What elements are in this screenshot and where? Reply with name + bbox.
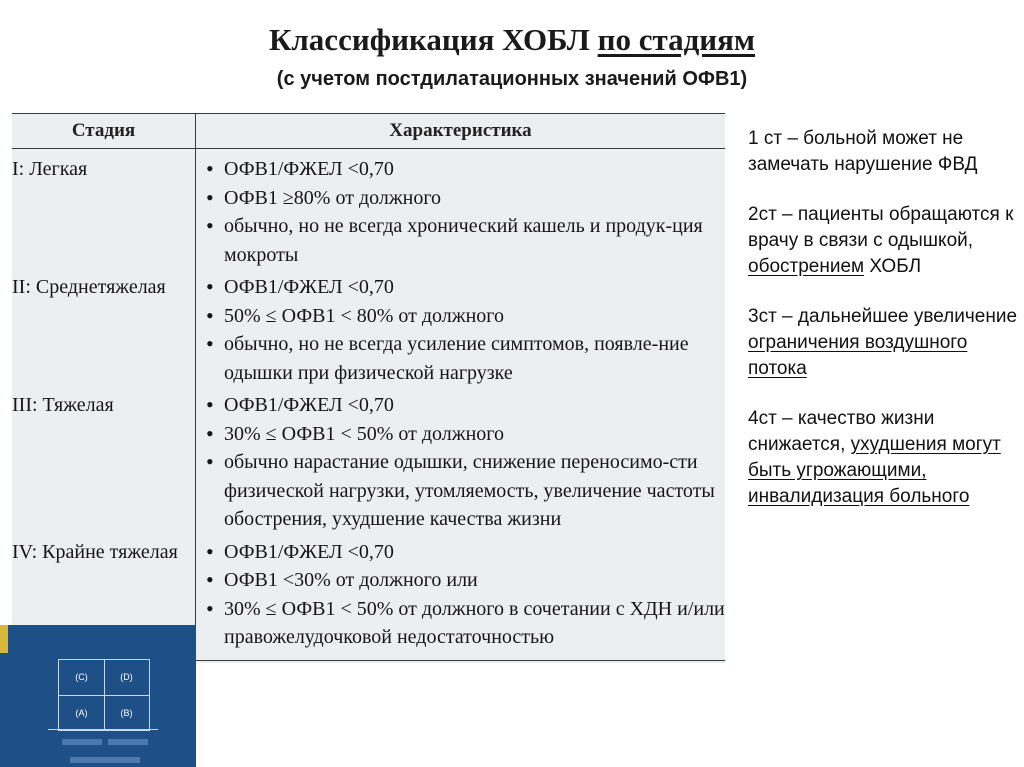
- characteristic-cell: [196, 536, 726, 661]
- page-title: [0, 22, 1024, 58]
- grid-axis: [48, 729, 158, 730]
- abcd-grid: [58, 659, 150, 731]
- characteristic-list: [204, 391, 725, 534]
- classification-table: [12, 113, 725, 661]
- stage-note-3: [748, 304, 1018, 382]
- characteristic-cell: [196, 149, 726, 272]
- page-subtitle: (с учетом постдилатационных значений ОФВ1): [276, 68, 748, 90]
- list-item: • ОФВ1 <30% от должного или: [204, 566, 725, 595]
- list-item: • ОФВ1/ФЖЕЛ <0,70: [204, 538, 725, 567]
- abcd-grid-thumbnail: [0, 625, 196, 767]
- table-row: [12, 271, 725, 389]
- note-text: 4ст – качество жизни снижается,: [748, 408, 935, 455]
- grid-divider-horizontal: [59, 695, 149, 696]
- stage-notes: [748, 126, 1018, 510]
- list-item: • обычно нарастание одышки, снижение переносимо-сти физической нагрузки, утомляемость, увеличение частоты обострения, ухудшение качества жизни: [204, 448, 725, 534]
- note-underlined: ухудшения могут быть угрожающими, инвалидизация больного: [748, 434, 1001, 507]
- characteristic-list: [204, 538, 725, 652]
- note-text: 3ст – дальнейшее увеличение: [748, 306, 1018, 327]
- grid-cell-c: (C): [75, 672, 88, 682]
- grid-cell-d: (D): [120, 672, 133, 682]
- characteristic-list: [204, 155, 725, 269]
- note-underlined: ограничения воздушного потока: [748, 332, 968, 379]
- list-item: • ОФВ1/ФЖЕЛ <0,70: [204, 273, 725, 302]
- list-item: • ОФВ1/ФЖЕЛ <0,70: [204, 391, 725, 420]
- table-row: [12, 389, 725, 536]
- axis-label-block: [62, 739, 102, 745]
- list-item: • ОФВ1/ФЖЕЛ <0,70: [204, 155, 725, 184]
- list-item: • обычно, но не всегда усиление симптомов, появле-ние одышки при физической нагрузке: [204, 330, 725, 387]
- list-item: • ОФВ1 ≥80% от должного: [204, 184, 725, 213]
- grid-cell-a: (A): [75, 708, 88, 718]
- title-main: Классификация ХОБЛ: [268, 22, 598, 57]
- table-row: [12, 149, 725, 272]
- note-text: 1 ст – больной может не замечать нарушение ФВД: [748, 128, 978, 175]
- stage-note-2: [748, 202, 1018, 280]
- note-underlined: обострением: [748, 256, 865, 277]
- stage-cell: II: Среднетяжелая: [12, 271, 196, 389]
- axis-label-block: [108, 739, 148, 745]
- stage-cell: IV: Крайне тяжелая: [12, 536, 196, 661]
- axis-title-block: [70, 757, 140, 763]
- characteristic-list: [204, 273, 725, 387]
- header-characteristic: Характеристика: [196, 114, 726, 149]
- stage-cell: I: Легкая: [12, 149, 196, 272]
- note-text: ХОБЛ: [864, 256, 922, 277]
- list-item: • 50% ≤ ОФВ1 < 80% от должного: [204, 302, 725, 331]
- stage-cell: III: Тяжелая: [12, 389, 196, 536]
- grid-cell-b: (B): [120, 708, 133, 718]
- table-header-row: [12, 114, 725, 149]
- note-text: 2ст – пациенты обращаются к врачу в связи с одышкой,: [748, 204, 1014, 251]
- title-underlined: по стадиям: [597, 22, 756, 57]
- stage-note-4: [748, 406, 1018, 510]
- classification-table-scan: [12, 113, 725, 663]
- list-item: • 30% ≤ ОФВ1 < 50% от должного: [204, 420, 725, 449]
- stage-note-1: [748, 126, 1018, 178]
- characteristic-cell: [196, 389, 726, 536]
- characteristic-cell: [196, 271, 726, 389]
- thumbnail-tab: [0, 625, 8, 653]
- header-stage: Стадия: [12, 114, 196, 149]
- list-item: • 30% ≤ ОФВ1 < 50% от должного в сочетании с ХДН и/или правожелудочковой недостаточностью: [204, 595, 725, 652]
- list-item: • обычно, но не всегда хронический кашель и продук-ция мокроты: [204, 212, 725, 269]
